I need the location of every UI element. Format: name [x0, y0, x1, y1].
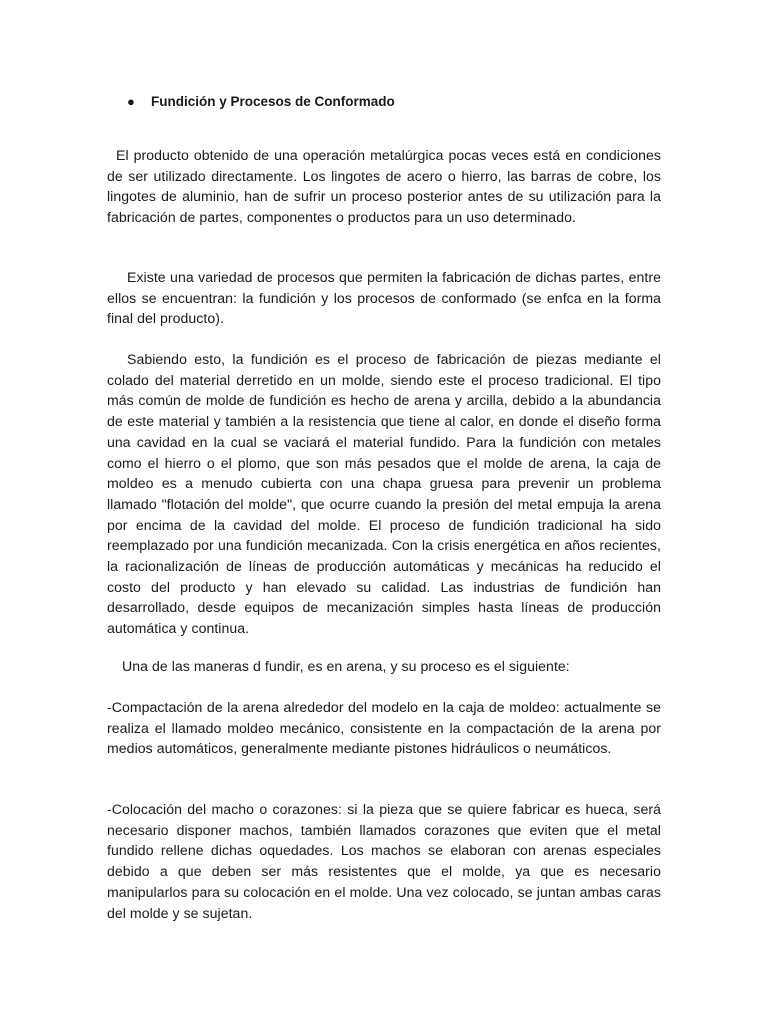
paragraph-sand-method: Una de las maneras d fundir, es en arena, y su proceso es el siguiente:	[122, 658, 570, 674]
section-heading	[127, 92, 647, 112]
paragraph-intro: El producto obtenido de una operación metalúrgica pocas veces está en condiciones de ser utilizado directamente. Los lingotes de acero o hierro, las barras de cobre, los lingotes de aluminio, han de sufrir un proceso posterior antes de su utilización para la fabricación de partes, componentes o productos para un uso determinado.	[107, 147, 661, 226]
paragraph-processes: Existe una variedad de procesos que permiten la fabricación de dichas partes, entre ellos se encuentran: la fundición y los procesos de conformado (se enfca en la forma final del producto).	[107, 269, 661, 327]
paragraph-casting: Sabiendo esto, la fundición es el proceso de fabricación de piezas mediante el colado del material derretido en un molde, siendo este el proceso tradicional. El tipo más común de molde de fundición es hecho de arena y arcilla, debido a la abundancia de este material y también a la resistencia que tiene al calor, en donde el diseño forma una cavidad en la cual se vaciará el material fundido. Para la fundición con metales como el hierro o el plomo, que son más pesados que el molde de arena, la caja de moldeo es a menudo cubierta con una chapa gruesa para prevenir un problema llamado "flotación del molde", que ocurre cuando la presión del metal empuja la arena por encima de la cavidad del molde. El proceso de fundición tradicional ha sido reemplazado por una fundición mecanizada. Con la crisis energética en años recientes, la racionalización de líneas de producción automáticas y mecánicas ha reducido el costo del producto y han elevado su calidad. Las industrias de fundición han desarrollado, desde equipos de mecanización simples hasta líneas de producción automática y continua.	[107, 351, 661, 637]
bullet-icon: ●	[127, 94, 135, 109]
paragraph-core-step: -Colocación del macho o corazones: si la pieza que se quiere fabricar es hueca, será necesario disponer machos, también llamados corazones que eviten que el metal fundido rellene dichas oquedades. Los machos se elaboran con arenas especiales debido a que deben ser más resistentes que el molde, ya que es necesario manipularlos para su colocación en el molde. Una vez colocado, se juntan ambas caras del molde y se sujetan.	[107, 801, 661, 921]
paragraph-compaction-step: -Compactación de la arena alrededor del modelo en la caja de moldeo: actualmente se realiza el llamado moldeo mecánico, consistente en la compactación de la arena por medios automáticos, generalmente mediante pistones hidráulicos o neumáticos.	[107, 699, 661, 757]
heading-text: Fundición y Procesos de Conformado	[151, 94, 395, 109]
